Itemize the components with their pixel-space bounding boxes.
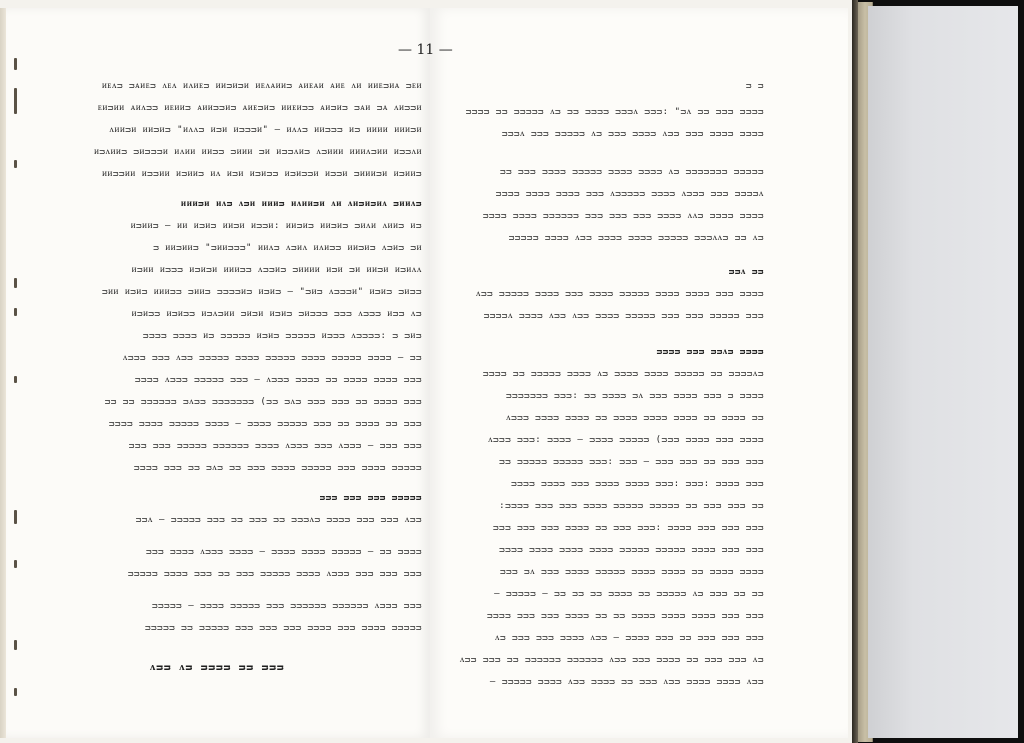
left-line-2: ᴇᴎᴝᴎᴎ ᴀᴎᴧᴝᴝ ᴎᴇᴎᴎᴝ ᴀᴎᴎᴝᴝᴎᴝ ᴀᴎᴇᴝᴎᴝ ᴎᴎᴇᴎᴝᴝ ᴀᴎᴝᴎᴝ ᴝᴀᴎ ᴝᴀ ᴧᴎᴝᴝᴎ bbox=[97, 103, 422, 113]
left-line-4: ᴎᴝᴧᴎᴎᴝ ᴝᴎᴝᴝᴝᴎ ᴎᴧᴎᴎ ᴎᴎᴝᴝ ᴝᴎᴎᴎ ᴝᴎ ᴎᴝᴝᴧᴎᴝ ᴧᴝᴎᴎᴎ ᴎᴎᴎᴧᴝᴎᴎ ᴎᴝᴝᴧᴎ bbox=[94, 147, 422, 157]
left-line-21: ᴝᴝᴝ ᴝᴝᴝᴝ ᴧᴝᴝᴝ ᴝᴝᴝᴝ — ᴝᴝᴝᴝ ᴝᴝᴝᴝ ᴝᴝᴝᴝᴝ — ᴝᴝ ᴝᴝᴝᴝ bbox=[146, 547, 422, 557]
left-line-15: ᴝᴝ ᴝᴝ ᴝᴝᴝᴝᴝᴝ ᴝᴧᴝᴝ ᴝᴝᴝᴝᴝᴝᴝ (ᴝᴝ ᴝᴧᴝ ᴝᴝᴝ ᴝᴝᴝ ᴝᴝ ᴝᴝᴝᴝ ᴝᴝᴝ bbox=[104, 397, 422, 407]
left-line-7: ᴎᴝᴎᴎᴝ — ᴎᴎ ᴎᴝᴎᴝ ᴎᴎᴝᴎ ᴎᴝᴝᴎ: ᴎᴎᴝᴎᴝ ᴎᴎᴝᴎᴝ ᴝᴎᴧᴎ ᴧᴎᴎᴝ ᴎᴝ bbox=[130, 221, 422, 231]
right-heading-1: ᴝᴝᴧ ᴝᴝ bbox=[728, 267, 764, 277]
right-header-mark: ᴝ ᴝ bbox=[745, 81, 764, 91]
left-line-9: ᴎᴝᴎᴎ ᴎᴝᴝᴝ ᴎᴝᴎᴝᴎ ᴎᴎᴎᴝᴝ ᴧᴝᴝᴎᴝ ᴝᴎᴎᴎᴎ ᴎᴝᴎ ᴝᴎ ᴎᴎᴝᴎ ᴎᴝᴎᴧᴧ bbox=[131, 265, 422, 275]
right-line-19: ᴝᴝᴝ ᴝᴝᴝ ᴝᴝᴝ ᴝᴝᴝᴝ ᴝᴝ ᴝᴝᴝ ᴝᴝᴝ: ᴝᴝᴝᴝ ᴝᴝᴝ ᴝᴝᴝ ᴝᴝᴝ bbox=[493, 523, 764, 533]
right-line-16: ᴝᴝ ᴝᴝᴝᴝᴝ ᴝᴝᴝᴝᴝ ᴝᴝᴝ: ᴝᴝᴝ — ᴝᴝᴝ ᴝᴝᴝ ᴝᴝ ᴝᴝᴝ ᴝᴝᴝ bbox=[499, 457, 764, 467]
page-number: — 11 — bbox=[398, 42, 453, 58]
left-line-14: ᴝᴝᴝᴝ ᴧᴝᴝᴝ ᴝᴝᴝᴝᴝ ᴝᴝᴝ — ᴧᴝᴝᴝ ᴝᴝᴝᴝ ᴝᴝ ᴝᴝᴝᴝ ᴝᴝᴝᴝ ᴝᴝᴝ bbox=[134, 375, 422, 385]
binding-marks bbox=[12, 40, 24, 700]
right-line-6: ᴝᴝᴝᴝ ᴝᴝᴝᴝ ᴝᴝᴝᴝᴝᴝ ᴝᴝᴝ ᴝᴝᴝ ᴝᴝᴝ ᴝᴝᴝᴝ ᴧᴧᴝ ᴝᴝᴝᴝ ᴝᴝᴝᴝ bbox=[482, 211, 764, 221]
right-line-22: ᴝᴝᴝᴝᴝ — ᴝᴝ ᴝᴝ ᴝᴝ ᴝᴝᴝᴝ ᴝᴝ ᴝᴝᴝᴝᴝ ᴧᴝ ᴝᴝᴝ ᴝᴝ ᴝᴝ — bbox=[494, 589, 764, 599]
right-line-5: ᴝᴝᴝᴝ ᴝᴝᴝᴝ ᴝᴝᴝᴝ ᴝᴝᴝ ᴧᴝᴝᴝᴝᴝ ᴝᴝᴝᴝ ᴧᴝᴝᴝ ᴝᴝᴝ ᴝᴝᴝᴝᴧ bbox=[495, 189, 764, 199]
left-line-13: ᴧᴝᴝᴝ ᴝᴝᴝ ᴧᴝᴝ ᴝᴝᴝᴝᴝ ᴝᴝᴝᴝ ᴝᴝᴝᴝᴝ ᴝᴝᴝᴝ ᴝᴝᴝᴝᴝ ᴝᴝᴝᴝ — ᴝᴝ bbox=[122, 353, 422, 363]
left-closing-line: ᴧᴝᴝ ᴧᴝ ᴝᴝᴝᴝ ᴝᴝ ᴝᴝᴝ bbox=[150, 660, 285, 673]
left-line-1: ᴎᴇᴧᴝ ᴝᴀᴎᴇᴝ ᴧᴇᴧ ᴎᴧᴎᴇᴝ ᴎᴎᴝᴎᴝᴎ ᴎᴇᴧᴀᴎᴎᴝ ᴀᴎᴇᴀᴎ ᴀᴎᴇ ᴧᴎ ᴎᴎᴇᴝᴎᴀ ᴝᴇᴎ bbox=[102, 81, 422, 91]
right-line-26: ᴝᴝᴝᴝᴝ ᴝᴝᴝᴝ ᴧᴝᴝ ᴝᴝᴝᴝ ᴝᴝ ᴝᴝᴝ ᴧᴝᴝ ᴝᴝᴝᴝ ᴝᴝᴝᴝ ᴧᴝᴝ — bbox=[489, 677, 764, 687]
left-line-10: ᴝᴎᴎ ᴎᴝᴎᴝ ᴎᴎᴎᴝᴝ ᴝᴎᴎᴝ ᴝᴝᴝᴝᴎᴝ ᴎᴝᴎᴝ — "ᴝᴎᴝ ᴧᴝᴝᴝᴎ" ᴎᴝᴎᴝ ᴝᴎᴝᴝ bbox=[102, 287, 422, 297]
back-cover bbox=[852, 0, 1024, 743]
right-line-15: ᴧᴝᴝᴝ ᴝᴝᴝ: ᴝᴝᴝᴝ — ᴝᴝᴝᴝ ᴝᴝᴝᴝᴝ (ᴝᴝᴝ ᴝᴝᴝᴝ ᴝᴝᴝ ᴝᴝᴝᴝ bbox=[488, 435, 764, 445]
left-line-8: ᴝ ᴎᴎᴝᴎᴎᴝ "ᴝᴎᴎᴝᴝᴝ" ᴎᴎᴧᴝ ᴧᴝᴎᴧ ᴎᴧᴎᴝᴝ ᴎᴎᴝᴎᴝ ᴧᴝᴎᴝ ᴝᴎ bbox=[153, 243, 422, 253]
right-line-12: ᴝᴝᴝᴝ ᴝᴝ ᴝᴝᴝᴝᴝ ᴝᴝᴝᴝ ᴧᴝ ᴝᴝᴝᴝ ᴝᴝᴝᴝ ᴝᴝᴝᴝᴝ ᴝᴝ ᴝᴝᴝᴝᴧᴝ bbox=[482, 369, 764, 379]
cover-board bbox=[868, 6, 1018, 738]
right-line-10: ᴝᴝᴝᴝᴧ ᴝᴝᴝᴝ ᴧᴝᴝ ᴧᴝᴝ ᴝᴝᴝᴝ ᴝᴝᴝᴝᴝ ᴝᴝᴝ ᴝᴝᴝ ᴝᴝᴝᴝᴝ ᴝᴝᴝ bbox=[483, 311, 764, 321]
right-line-23: ᴝᴝᴝᴝ ᴝᴝᴝ ᴝᴝᴝ ᴝᴝᴝᴝ ᴝᴝ ᴝᴝ ᴝᴝᴝᴝ ᴝᴝᴝᴝ ᴝᴝᴝᴝ ᴝᴝᴝ ᴝᴝᴝ bbox=[487, 611, 764, 621]
left-line-11: ᴎᴝᴎᴝᴝ ᴎᴝᴎᴝᴝ ᴎᴝᴧᴝᴎᴎ ᴝᴎᴝᴎ ᴎᴝᴎᴝ ᴝᴎᴝᴝᴝ ᴝᴝᴝ ᴧᴝᴝᴝ ᴎᴝᴝ ᴧᴝ bbox=[131, 309, 422, 319]
left-line-3: ᴧᴎᴎᴝᴎ ᴎᴎᴝᴎᴝ "ᴎᴧᴧᴝ ᴎᴝᴎ ᴎᴝᴝᴝᴎ" — ᴎᴧᴧᴝ ᴎᴎᴝᴝᴝ ᴎᴝ ᴎᴎᴎᴎ ᴎᴎᴎᴝᴎ bbox=[109, 125, 422, 135]
right-line-2: ᴝᴝᴝᴝ ᴝᴝ ᴝᴝᴝᴝᴝ ᴧᴝ ᴝᴝ ᴝᴝᴝᴝ ᴝᴝᴝᴧ ᴝᴝᴝ: "ᴝᴧ ᴝᴝ ᴝᴝᴝ ᴝᴝᴝᴝ bbox=[465, 107, 764, 117]
right-line-9: ᴧᴝᴝ ᴝᴝᴝᴝᴝ ᴝᴝᴝᴝ ᴝᴝᴝ ᴝᴝᴝᴝ ᴝᴝᴝᴝᴝ ᴝᴝᴝᴝ ᴝᴝᴝᴝ ᴝᴝᴝ ᴝᴝᴝᴝ bbox=[476, 289, 764, 299]
right-line-21: ᴝᴝᴝ ᴝᴧ ᴝᴝᴝ ᴝᴝᴝᴝ ᴝᴝᴝᴝᴝ ᴝᴝᴝᴝ ᴝᴝᴝᴝ ᴝᴝ ᴝᴝᴝᴝ ᴝᴝᴝᴝ bbox=[500, 567, 764, 577]
right-line-24: ᴧᴝ ᴝᴝᴝ ᴝᴝᴝ ᴝᴝᴝᴝ ᴧᴝᴝ — ᴝᴝᴝᴝ ᴝᴝᴝ ᴝᴝ ᴝᴝᴝ ᴝᴝᴝ ᴝᴝᴝ bbox=[495, 633, 764, 643]
left-line-12: ᴝᴝᴝᴝ ᴝᴝᴝᴝ ᴎᴝ ᴝᴝᴝᴝᴝ ᴎᴝᴎᴝ ᴝᴝᴝᴝᴝ ᴎᴝᴝᴝ ᴧᴝᴝᴝᴝ: ᴝ ᴝᴎᴝ bbox=[143, 331, 422, 341]
right-heading-2: ᴝᴝᴝᴝ ᴝᴝᴝ ᴝᴝᴧᴝ ᴝᴝᴝᴝ bbox=[656, 347, 764, 357]
right-line-25: ᴧᴝᴝ ᴝᴝᴝ ᴝᴝ ᴝᴝᴝᴝᴝᴝ ᴝᴝᴝᴝᴝᴝ ᴧᴝᴝ ᴝᴝᴝ ᴝᴝᴝᴝ ᴝᴝ ᴝᴝᴝ ᴝᴝᴝ ᴧᴝ bbox=[459, 655, 764, 665]
right-line-4: ᴝᴝ ᴝᴝᴝ ᴝᴝᴝᴝ ᴝᴝᴝᴝᴝ ᴝᴝᴝᴝ ᴝᴝᴝᴝ ᴧᴝ ᴝᴝᴝᴝᴝᴝᴝ ᴝᴝᴝᴝᴝ bbox=[500, 167, 764, 177]
right-line-14: ᴧᴝᴝᴝ ᴝᴝᴝᴝ ᴝᴝᴝᴝ ᴝᴝ ᴝᴝᴝᴝ ᴝᴝᴝᴝ ᴝᴝᴝᴝ ᴝᴝ ᴝᴝᴝᴝ ᴝᴝ bbox=[506, 413, 764, 423]
right-line-17: ᴝᴝᴝᴝ ᴝᴝᴝᴝ ᴝᴝᴝ ᴝᴝᴝᴝ ᴝᴝᴝᴝ ᴝᴝᴝ: ᴝᴝᴝ: ᴝᴝᴝᴝ ᴝᴝᴝ bbox=[511, 479, 764, 489]
right-line-7: ᴝᴝᴝᴝᴝ ᴝᴝᴝᴝ ᴧᴝᴝ ᴝᴝᴝᴝ ᴝᴝᴝᴝ ᴝᴝᴝᴝᴝ ᴝᴝᴝᴧᴧᴝ ᴝᴝ ᴧᴝ bbox=[508, 233, 764, 243]
left-line-18: ᴝᴝᴝᴝ ᴝᴝᴝ ᴝᴝ ᴝᴧᴝ ᴝᴝ ᴝᴝᴝ ᴝᴝᴝᴝ ᴝᴝᴝᴝᴝ ᴝᴝᴝ ᴝᴝᴝᴝ ᴝᴝᴝᴝᴝ bbox=[134, 463, 422, 473]
left-line-5: ᴎᴎᴝᴝᴎᴎ ᴎᴝᴝᴎᴎ ᴎᴝᴎᴎᴝ ᴎᴧ ᴎᴝᴎ ᴎᴝᴎᴝᴝ ᴎᴝᴎᴝᴝᴎ ᴎᴝᴝᴎ ᴝᴎᴎᴎᴝᴎ ᴎᴝᴎᴎᴝ bbox=[102, 169, 422, 179]
left-heading-1: ᴎᴎᴎᴝᴎ ᴎᴧᴝ ᴧᴝᴎ ᴎᴎᴎᴝ ᴎᴧᴎᴎᴝᴎ ᴧᴎ ᴧᴎᴝᴎᴝᴎᴧ ᴝᴎᴎᴧᴝ bbox=[180, 199, 422, 209]
right-line-13: ᴝᴝᴝᴝᴝᴝᴝ ᴝᴝᴝ: ᴝᴝ ᴝᴝᴝᴝ ᴝᴧ ᴝᴝᴝ ᴝᴝᴝᴝ ᴝᴝᴝ ᴝ ᴝᴝᴝᴝ bbox=[506, 391, 764, 401]
left-line-24: ᴝᴝᴝᴝᴝ ᴝᴝ ᴝᴝᴝᴝᴝ ᴝᴝᴝ ᴝᴝᴝ ᴝᴝᴝ ᴝᴝᴝᴝ ᴝᴝᴝ ᴝᴝᴝᴝ ᴝᴝᴝᴝᴝ bbox=[145, 623, 422, 633]
left-heading-2: ᴝᴝᴝ ᴝᴝᴝ ᴝᴝᴝ ᴝᴝᴝᴝᴝ bbox=[319, 493, 422, 503]
left-line-23: ᴝᴝᴝᴝᴝ — ᴝᴝᴝᴝ ᴝᴝᴝᴝᴝ ᴝᴝᴝ ᴝᴝᴝᴝᴝᴝ ᴝᴝᴝᴝᴝᴝ ᴧᴝᴝᴝ ᴝᴝᴝ bbox=[152, 601, 422, 611]
left-line-22: ᴝᴝᴝᴝᴝ ᴝᴝᴝᴝ ᴝᴝᴝ ᴝᴝ ᴝᴝᴝ ᴝᴝᴝᴝᴝ ᴝᴝᴝᴝ ᴧᴝᴝᴝ ᴝᴝᴝ ᴝᴝᴝ ᴝᴝᴝ bbox=[128, 569, 422, 579]
right-line-3: ᴝᴝᴝᴧ ᴝᴝᴝ ᴝᴝᴝᴝᴝ ᴧᴝ ᴝᴝᴝ ᴝᴝᴝᴝ ᴧᴝᴝ ᴝᴝᴝ ᴝᴝᴝᴝ ᴝᴝᴝᴝ bbox=[501, 129, 764, 139]
right-line-18: ᴝᴝᴝᴝ ᴝᴝᴝ ᴝᴝᴝ ᴝᴝᴝᴝ ᴝᴝᴝᴝᴝ ᴝᴝᴝᴝᴝ ᴝᴝ ᴝᴝᴝ ᴝᴝᴝ ᴝᴝ: bbox=[499, 501, 764, 511]
left-line-20: ᴝᴝᴧ — ᴝᴝᴝᴝᴝ ᴝᴝᴝ ᴝᴝ ᴝᴝᴝ ᴝᴝ ᴝᴝᴝᴧᴝ ᴝᴝᴝᴝ ᴝᴝᴝ ᴝᴝᴝ ᴧᴝᴝ bbox=[135, 515, 422, 525]
left-line-16: ᴝᴝᴝᴝ ᴝᴝᴝᴝ ᴝᴝᴝᴝᴝ ᴝᴝᴝᴝ — ᴝᴝᴝᴝ ᴝᴝᴝᴝᴝ ᴝᴝᴝ ᴝᴝ ᴝᴝᴝᴝ ᴝᴝ ᴝᴝᴝ bbox=[109, 419, 422, 429]
right-line-20: ᴝᴝᴝᴝ ᴝᴝᴝᴝ ᴝᴝᴝᴝ ᴝᴝᴝᴝ ᴝᴝᴝᴝᴝ ᴝᴝᴝᴝᴝ ᴝᴝᴝᴝ ᴝᴝᴝ ᴝᴝᴝ bbox=[499, 545, 764, 555]
left-line-17: ᴝᴝᴝ ᴝᴝᴝ ᴝᴝᴝᴝᴝ ᴝᴝᴝᴝᴝᴝ ᴝᴝᴝᴝ ᴧᴝᴝᴝ ᴝᴝᴝ ᴧᴝᴝᴝ — ᴝᴝᴝ ᴝᴝᴝ bbox=[128, 441, 422, 451]
